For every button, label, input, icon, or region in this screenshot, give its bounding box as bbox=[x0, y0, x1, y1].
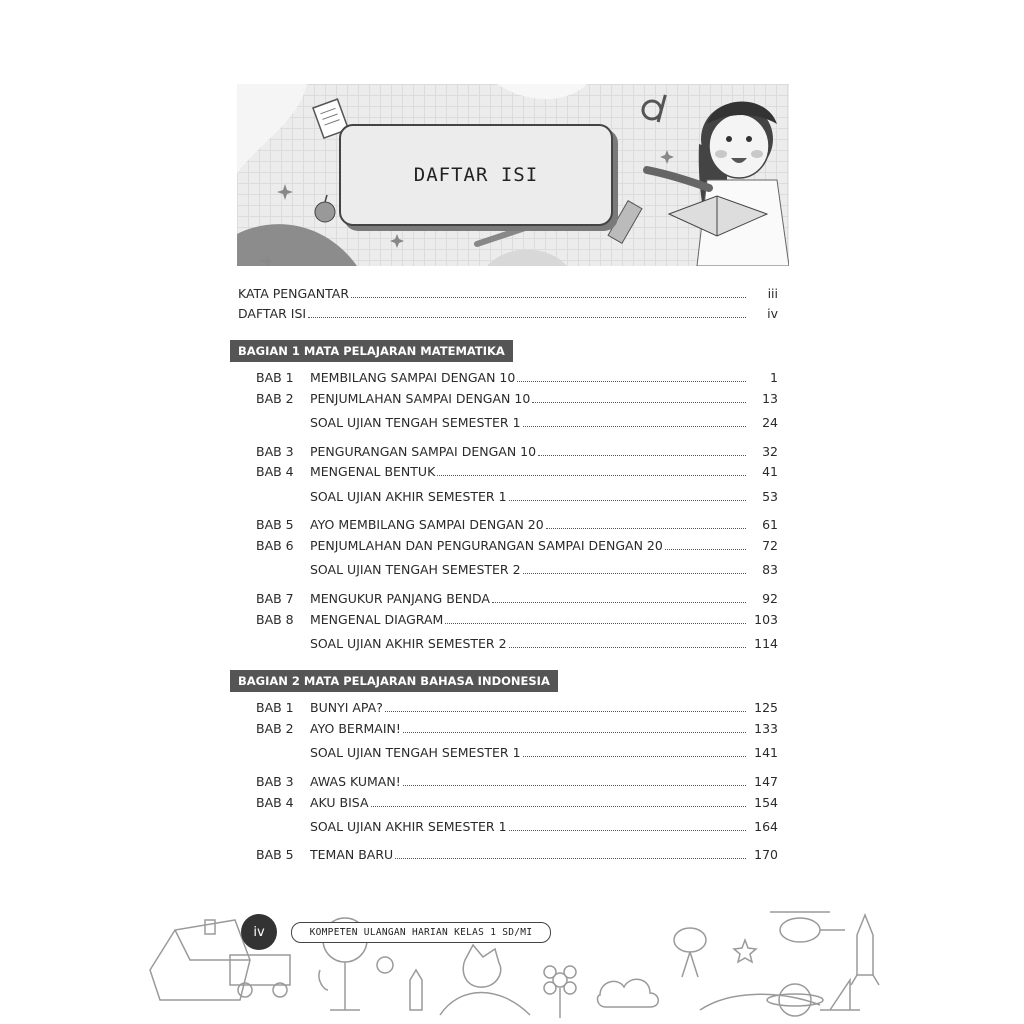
toc-page: 114 bbox=[754, 636, 778, 651]
leader-dots bbox=[492, 601, 746, 603]
leader-dots bbox=[509, 499, 746, 501]
leader-dots bbox=[437, 474, 746, 476]
header-banner bbox=[237, 84, 789, 266]
toc-bab: BAB 5 bbox=[256, 847, 294, 862]
leader-dots bbox=[395, 857, 746, 859]
toc-page: 147 bbox=[754, 774, 778, 789]
star-doodle-icon bbox=[734, 940, 756, 962]
toc-label: AKU BISA bbox=[310, 795, 369, 810]
toc-row bbox=[238, 590, 778, 608]
toc-row bbox=[238, 846, 778, 864]
toc-bab: BAB 8 bbox=[256, 612, 294, 627]
toc-label: SOAL UJIAN AKHIR SEMESTER 2 bbox=[310, 636, 507, 651]
toc-row bbox=[238, 635, 778, 653]
girl-character-illustration bbox=[647, 102, 789, 267]
toc-page: 141 bbox=[754, 745, 778, 760]
toc-page: 72 bbox=[762, 538, 778, 553]
toc-bab: BAB 6 bbox=[256, 538, 294, 553]
cloud-doodle-icon bbox=[598, 979, 659, 1007]
leader-dots bbox=[523, 572, 746, 574]
flower-doodle-icon bbox=[544, 966, 576, 1018]
toc-row bbox=[238, 443, 778, 461]
toc-label: MEMBILANG SAMPAI DENGAN 10 bbox=[310, 370, 516, 385]
title-box bbox=[339, 124, 613, 226]
leader-dots bbox=[665, 548, 746, 550]
leader-dots bbox=[308, 316, 746, 318]
toc-label: BUNYI APA? bbox=[310, 700, 383, 715]
toc-label: MENGUKUR PANJANG BENDA bbox=[310, 591, 490, 606]
toc-page: 170 bbox=[754, 847, 778, 862]
sailboat-doodle-icon bbox=[820, 980, 860, 1010]
toc-page: 53 bbox=[762, 489, 778, 504]
toc-bab: BAB 1 bbox=[256, 370, 294, 385]
leader-dots bbox=[523, 755, 746, 757]
toc-row bbox=[238, 744, 778, 762]
toc-page: iv bbox=[767, 306, 778, 321]
toc-page: 24 bbox=[762, 415, 778, 430]
rocket-small-doodle-icon bbox=[410, 970, 422, 1010]
section-heading-matematika: BAGIAN 1 MATA PELAJARAN MATEMATIKA bbox=[230, 340, 513, 362]
toc-page: 125 bbox=[754, 700, 778, 715]
toc-page: 61 bbox=[762, 517, 778, 532]
toc-page: iii bbox=[767, 286, 778, 301]
toc-page: 164 bbox=[754, 819, 778, 834]
toc-label: TEMAN BARU bbox=[310, 847, 394, 862]
toc-page: 32 bbox=[762, 444, 778, 459]
toc-label: PENJUMLAHAN SAMPAI DENGAN 10 bbox=[310, 391, 531, 406]
toc-page: 1 bbox=[770, 370, 778, 385]
apple-icon bbox=[315, 195, 335, 222]
toc-row bbox=[238, 390, 778, 408]
toc-bab: BAB 2 bbox=[256, 721, 294, 736]
leader-dots bbox=[532, 401, 746, 403]
letter-d-icon bbox=[641, 90, 666, 122]
toc-label: PENJUMLAHAN DAN PENGURANGAN SAMPAI DENGAN 20 bbox=[310, 538, 663, 553]
toc-row bbox=[238, 773, 778, 791]
toc-row bbox=[238, 794, 778, 812]
toc-bab: BAB 3 bbox=[256, 774, 294, 789]
leader-dots bbox=[385, 710, 746, 712]
toc-row bbox=[238, 561, 778, 579]
toc-row bbox=[238, 537, 778, 555]
toc-label: MENGENAL BENTUK bbox=[310, 464, 436, 479]
toc-row bbox=[238, 414, 778, 432]
toc-row bbox=[238, 611, 778, 629]
page-title: DAFTAR ISI bbox=[413, 164, 539, 186]
toc-label: MENGENAL DIAGRAM bbox=[310, 612, 444, 627]
toc-page: 103 bbox=[754, 612, 778, 627]
toc-label: DAFTAR ISI bbox=[238, 306, 307, 321]
section-heading-bahasa-indonesia: BAGIAN 2 MATA PELAJARAN BAHASA INDONESIA bbox=[230, 670, 558, 692]
toc-label: SOAL UJIAN AKHIR SEMESTER 1 bbox=[310, 819, 507, 834]
leader-dots bbox=[371, 805, 746, 807]
leader-dots bbox=[403, 731, 746, 733]
leader-dots bbox=[538, 454, 746, 456]
rocket-doodle-icon bbox=[851, 915, 879, 985]
toc-row bbox=[238, 488, 778, 506]
leader-dots bbox=[445, 622, 746, 624]
toc-row bbox=[238, 818, 778, 836]
toc-page: 13 bbox=[762, 391, 778, 406]
house-doodle-icon bbox=[150, 920, 250, 1000]
footer-doodles bbox=[0, 900, 1024, 1024]
toc-page: 92 bbox=[762, 591, 778, 606]
toc-bab: BAB 2 bbox=[256, 391, 294, 406]
toc-bab: BAB 4 bbox=[256, 795, 294, 810]
leader-dots bbox=[517, 380, 746, 382]
leader-dots bbox=[509, 646, 746, 648]
toc-row bbox=[238, 720, 778, 738]
leader-dots bbox=[351, 296, 746, 298]
helicopter-doodle-icon bbox=[770, 912, 845, 942]
toc-row bbox=[238, 699, 778, 717]
toc-label: AWAS KUMAN! bbox=[310, 774, 401, 789]
leader-dots bbox=[546, 527, 746, 529]
leader-dots bbox=[523, 425, 746, 427]
toc-bab: BAB 3 bbox=[256, 444, 294, 459]
toc-row-daftar-isi bbox=[238, 305, 778, 323]
book-title-tag: KOMPETEN ULANGAN HARIAN KELAS 1 SD/MI bbox=[291, 922, 551, 943]
toc-label: AYO MEMBILANG SAMPAI DENGAN 20 bbox=[310, 517, 544, 532]
toc-page: 154 bbox=[754, 795, 778, 810]
toc-label: AYO BERMAIN! bbox=[310, 721, 401, 736]
toc-row bbox=[238, 463, 778, 481]
hill-doodle-icon bbox=[700, 994, 820, 1010]
planet-doodle-icon bbox=[767, 984, 823, 1016]
toc-label: SOAL UJIAN TENGAH SEMESTER 1 bbox=[310, 415, 521, 430]
toc-label: SOAL UJIAN AKHIR SEMESTER 1 bbox=[310, 489, 507, 504]
toc-label: SOAL UJIAN TENGAH SEMESTER 2 bbox=[310, 562, 521, 577]
sun-doodle-icon bbox=[377, 957, 393, 973]
toc-page: 133 bbox=[754, 721, 778, 736]
toc-row bbox=[238, 516, 778, 534]
truck-doodle-icon bbox=[230, 955, 290, 997]
leader-dots bbox=[403, 784, 746, 786]
ufo-doodle-icon bbox=[674, 928, 706, 977]
toc-bab: BAB 4 bbox=[256, 464, 294, 479]
toc-row bbox=[238, 369, 778, 387]
cat-doodle-icon bbox=[440, 945, 530, 1015]
toc-page: 41 bbox=[762, 464, 778, 479]
page-number-badge: iv bbox=[241, 914, 277, 950]
toc-label: PENGURANGAN SAMPAI DENGAN 10 bbox=[310, 444, 537, 459]
toc-bab: BAB 7 bbox=[256, 591, 294, 606]
toc-bab: BAB 1 bbox=[256, 700, 294, 715]
balloon-doodle-icon bbox=[319, 970, 328, 990]
leader-dots bbox=[509, 829, 746, 831]
toc-label: KATA PENGANTAR bbox=[238, 286, 350, 301]
toc-label: SOAL UJIAN TENGAH SEMESTER 1 bbox=[310, 745, 521, 760]
toc-page: 83 bbox=[762, 562, 778, 577]
toc-row-kata-pengantar bbox=[238, 285, 778, 303]
toc-bab: BAB 5 bbox=[256, 517, 294, 532]
